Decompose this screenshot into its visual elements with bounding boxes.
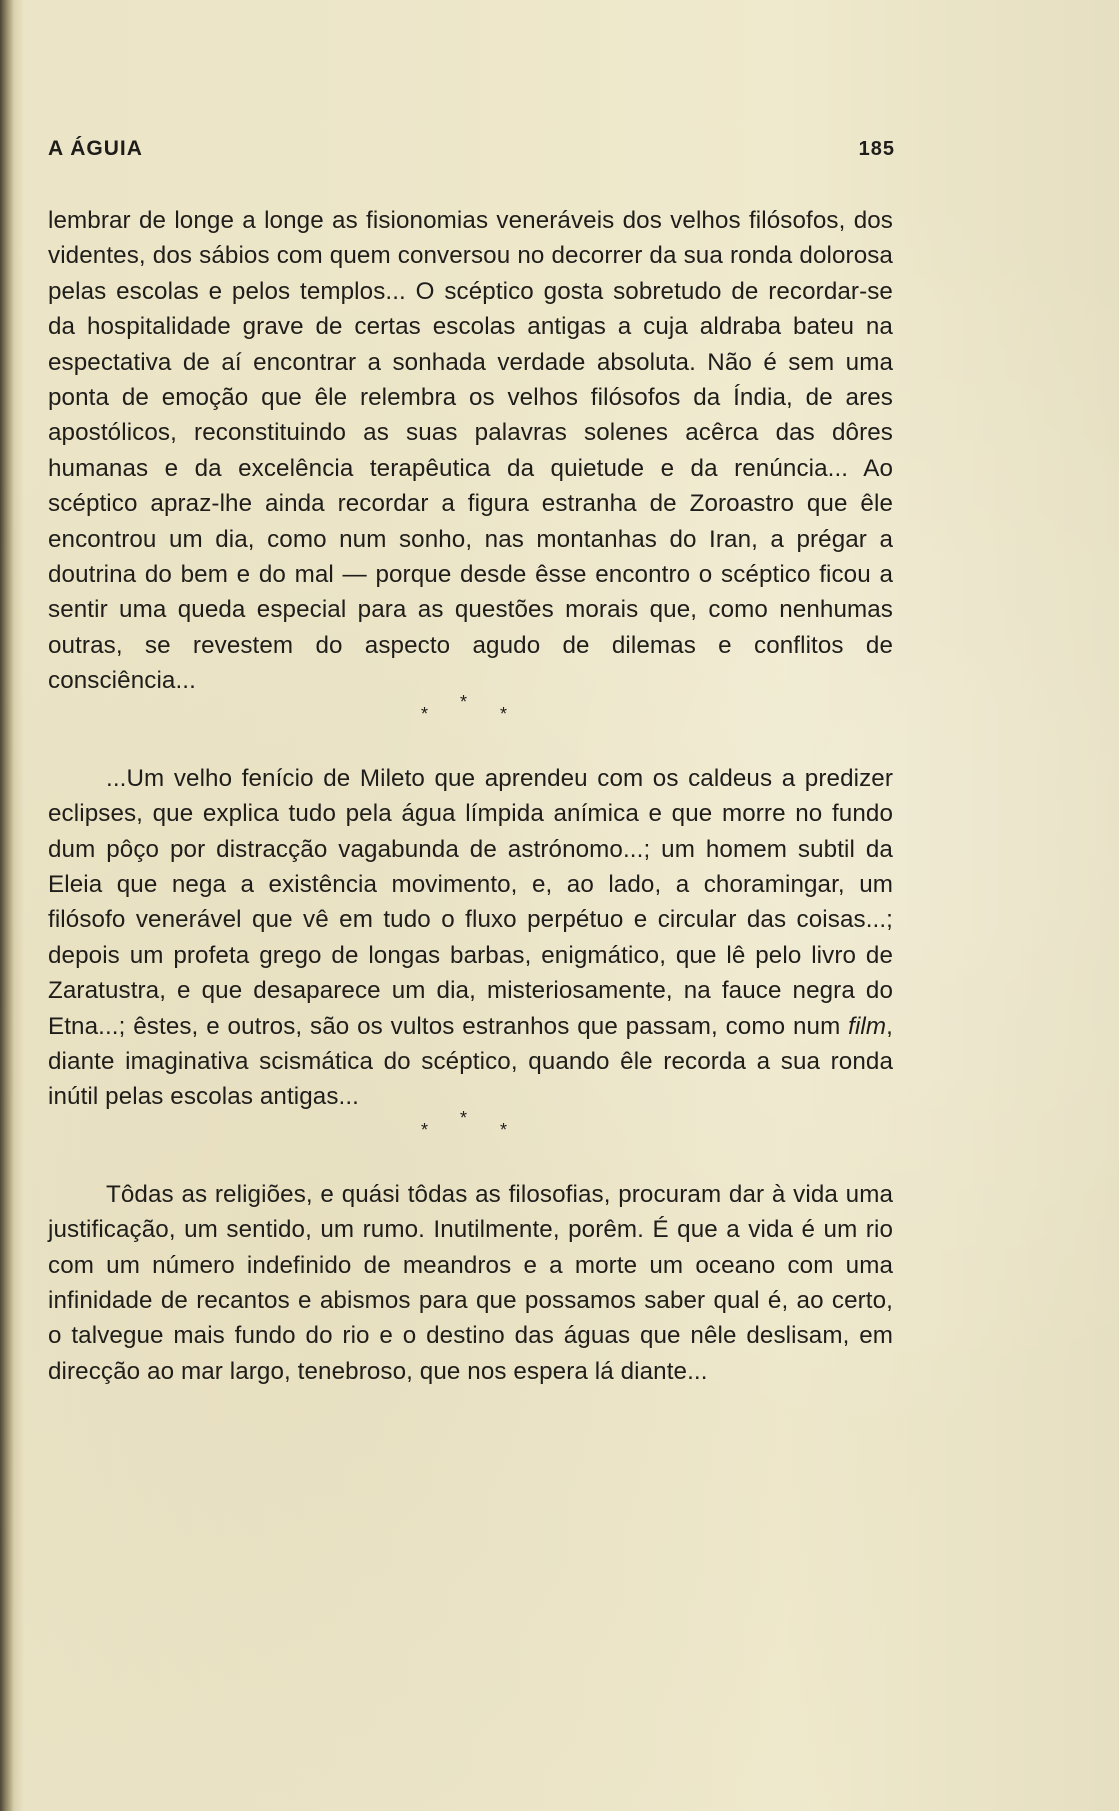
- paragraph-1: lembrar de longe a longe as fisionomias veneráveis dos velhos filósofos, dos videntes, dos sábios com quem conversou no decorrer da sua ronda dolorosa pelas escolas e pelos templos... O scéptico gosta sobretudo de recordar-se da hospitalidade grave de certas escolas antigas a cuja aldraba bateu na espectativa de aí encontrar a sonhada verdade absoluta. Não é sem uma ponta de emoção que êle relembra os velhos filósofos da Índia, de ares apostólicos, reconstituindo as suas palavras solenes acêrca das dôres humanas e da excelência terapêutica da quietude e da renúncia... Ao scéptico apraz-lhe ainda recordar a figura estranha de Zoroastro que êle encontrou um dia, como num sonho, nas montanhas do Iran, a prégar a doutrina do bem e do mal — porque desde êsse encontro o scéptico ficou a sentir uma queda especial para as questões morais que, como nenhumas outras, se revestem do aspecto agudo de dilemas e conflitos de consciência...: [48, 207, 893, 695]
- separator-asterisk: *: [500, 703, 508, 724]
- paragraph-2: [48, 761, 893, 1115]
- separator-asterisk: *: [421, 703, 429, 724]
- separator-asterisk: *: [460, 1107, 468, 1128]
- paragraph-2-italic-word: film: [848, 1012, 887, 1040]
- paragraph-2-text-end: , diante imaginativa scismática do scéptico, quando êle recorda a sua ronda inútil pelas escolas antigas...: [48, 1012, 893, 1111]
- running-title: A ÁGUIA: [48, 137, 143, 160]
- page-number: 185: [858, 137, 895, 160]
- separator-asterisk: *: [500, 1119, 508, 1140]
- section-separator-2: [48, 1107, 893, 1177]
- section-separator-1: [48, 691, 893, 761]
- page-header: [48, 132, 895, 166]
- text-column: [48, 203, 893, 1389]
- separator-asterisk: *: [460, 691, 468, 712]
- separator-asterisk: *: [421, 1119, 429, 1140]
- paragraph-3: Tôdas as religiões, e quási tôdas as filosofias, procuram dar à vida uma justificação, um sentido, um rumo. Inutilmente, porêm. É que a vida é um rio com um número indefinido de meandros e a morte um oceano com uma infinidade de recantos e abismos para que possamos saber qual é, ao certo, o talvegue mais fundo do rio e o destino das águas que nêle deslisam, em direcção ao mar largo, tenebroso, que nos espera lá diante...: [48, 1180, 893, 1385]
- paragraph-2-text-start: ...Um velho fenício de Mileto que aprendeu com os caldeus a predizer eclipses, que explica tudo pela água límpida anímica e que morre no fundo dum pôço por distracção vagabunda de astrónomo...; um homem subtil da Eleia que nega a existência movimento, e, ao lado, a choramingar, um filósofo venerável que vê em tudo o fluxo perpétuo e circular das coisas...; depois um profeta grego de longas barbas, enigmático, que lê pelo livro de Zaratustra, e que desaparece um dia, misteriosamente, na fauce negra do Etna...; êstes, e outros, são os vultos estranhos que passam, como num: [48, 764, 893, 1040]
